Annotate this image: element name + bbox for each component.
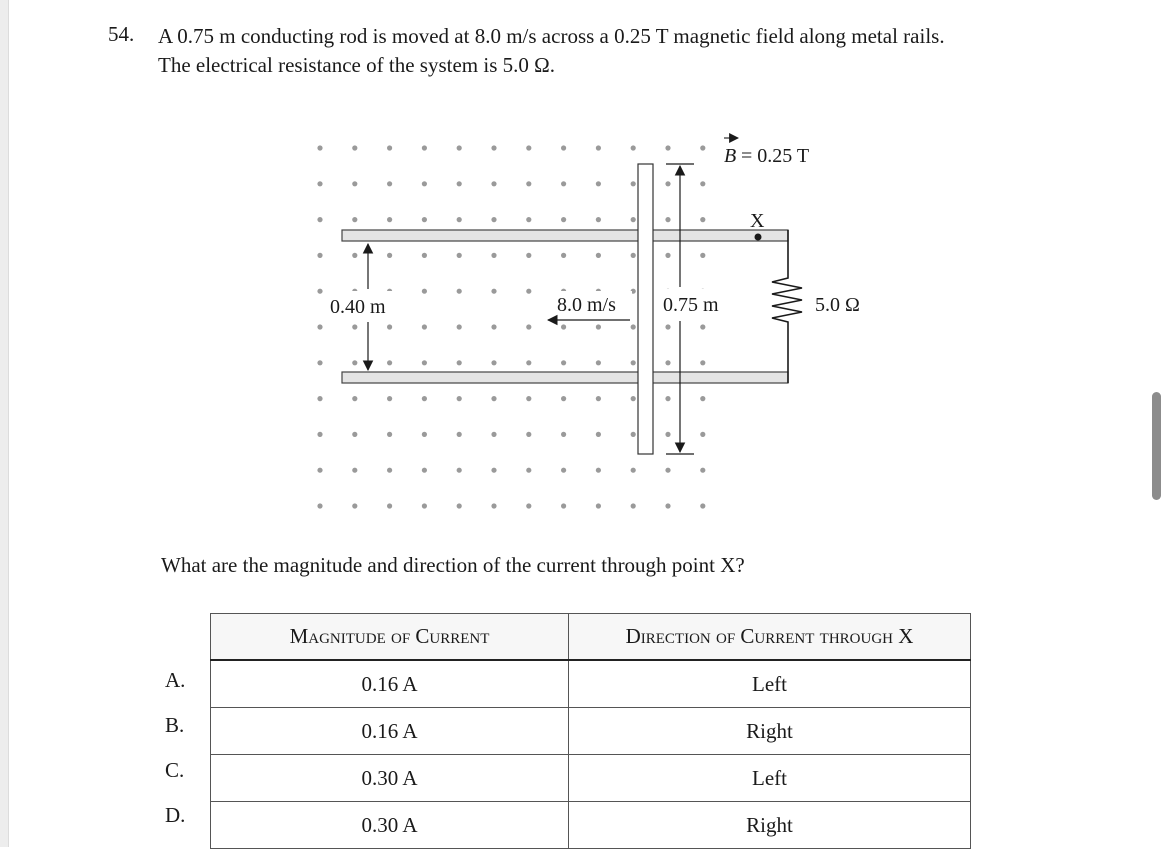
- field-dot: [561, 253, 566, 258]
- option-letter-d[interactable]: D.: [165, 803, 186, 827]
- field-dot: [457, 324, 462, 329]
- field-dot: [631, 468, 636, 473]
- field-dot: [491, 217, 496, 222]
- field-dot: [631, 181, 636, 186]
- field-dot: [491, 396, 496, 401]
- field-dot: [596, 396, 601, 401]
- field-dot: [317, 432, 322, 437]
- field-dot: [457, 181, 462, 186]
- field-dot: [526, 360, 531, 365]
- field-dot: [317, 360, 322, 365]
- field-dot: [457, 503, 462, 508]
- field-dot: [352, 181, 357, 186]
- field-dot: [317, 503, 322, 508]
- field-dot: [457, 217, 462, 222]
- field-dot: [631, 217, 636, 222]
- field-dot: [561, 217, 566, 222]
- field-dot: [665, 468, 670, 473]
- cell-magnitude: 0.16 A: [211, 708, 569, 755]
- field-dot: [317, 181, 322, 186]
- table-row[interactable]: [211, 755, 971, 802]
- field-dot: [457, 360, 462, 365]
- field-dot: [631, 324, 636, 329]
- point-x-label: X: [750, 210, 765, 232]
- field-dot: [700, 432, 705, 437]
- field-dot: [561, 360, 566, 365]
- cell-magnitude: 0.16 A: [211, 660, 569, 708]
- field-dot: [352, 360, 357, 365]
- field-dot: [387, 217, 392, 222]
- field-dot: [491, 181, 496, 186]
- field-dot: [526, 396, 531, 401]
- field-dot: [526, 324, 531, 329]
- field-dot: [317, 253, 322, 258]
- option-letter-b[interactable]: B.: [165, 713, 185, 737]
- field-dot: [561, 432, 566, 437]
- field-dot: [352, 324, 357, 329]
- field-dot: [596, 503, 601, 508]
- field-dot: [422, 181, 427, 186]
- field-dot: [561, 145, 566, 150]
- field-dot: [422, 145, 427, 150]
- field-dot: [422, 217, 427, 222]
- field-dot: [317, 145, 322, 150]
- field-dot: [526, 468, 531, 473]
- cell-magnitude: 0.30 A: [211, 802, 569, 849]
- field-dot: [491, 432, 496, 437]
- field-dot: [352, 253, 357, 258]
- table-row[interactable]: [211, 660, 971, 708]
- field-dot: [422, 253, 427, 258]
- field-dot: [491, 468, 496, 473]
- field-dot: [422, 432, 427, 437]
- point-x-dot: [755, 234, 762, 241]
- field-dot: [631, 145, 636, 150]
- option-letter-c[interactable]: C.: [165, 758, 185, 782]
- rail-spacing-label: 0.40 m: [330, 296, 386, 318]
- cell-direction: Right: [569, 802, 971, 849]
- field-dot: [457, 289, 462, 294]
- field-dot: [422, 396, 427, 401]
- field-dot: [665, 217, 670, 222]
- field-dot: [561, 503, 566, 508]
- field-dot: [457, 253, 462, 258]
- velocity-label: 8.0 m/s: [557, 294, 616, 316]
- field-dot: [317, 468, 322, 473]
- field-dot: [491, 145, 496, 150]
- cell-direction: Left: [569, 755, 971, 802]
- field-dot: [491, 289, 496, 294]
- field-dot: [631, 503, 636, 508]
- field-dot: [700, 396, 705, 401]
- field-dot: [457, 145, 462, 150]
- table-row[interactable]: [211, 708, 971, 755]
- field-dot: [352, 432, 357, 437]
- field-dot: [596, 324, 601, 329]
- question-text-line-1: A 0.75 m conducting rod is moved at 8.0 m/s across a 0.25 T magnetic field along metal rails.: [158, 24, 945, 48]
- field-dot: [700, 324, 705, 329]
- answer-table: [210, 613, 971, 849]
- field-dot: [700, 468, 705, 473]
- field-dot: [561, 324, 566, 329]
- field-dot: [422, 289, 427, 294]
- field-dot: [665, 396, 670, 401]
- field-dot: [665, 324, 670, 329]
- field-dot: [352, 503, 357, 508]
- field-dot: [631, 432, 636, 437]
- field-dot: [700, 181, 705, 186]
- field-dot: [631, 396, 636, 401]
- field-dot: [526, 145, 531, 150]
- field-dot: [526, 253, 531, 258]
- field-dot: [457, 432, 462, 437]
- field-dot: [665, 360, 670, 365]
- field-dot: [561, 468, 566, 473]
- field-dot: [457, 396, 462, 401]
- field-dot: [596, 145, 601, 150]
- table-row[interactable]: [211, 802, 971, 849]
- field-dot: [317, 289, 322, 294]
- field-dot: [526, 181, 531, 186]
- field-dot: [387, 503, 392, 508]
- rod-length-label: 0.75 m: [663, 294, 719, 316]
- field-dot: [700, 145, 705, 150]
- field-strength-label: = 0.25 T: [741, 145, 810, 167]
- field-dot: [665, 181, 670, 186]
- conducting-rod: [638, 164, 653, 454]
- field-dot: [596, 253, 601, 258]
- field-dot: [700, 360, 705, 365]
- field-dot: [491, 253, 496, 258]
- question-prompt: What are the magnitude and direction of the current through point X?: [161, 553, 745, 577]
- table-header-row: [211, 614, 971, 661]
- field-dot: [665, 145, 670, 150]
- field-dot: [387, 181, 392, 186]
- field-dot: [700, 503, 705, 508]
- field-dot: [596, 432, 601, 437]
- field-dot: [387, 253, 392, 258]
- question-number: 54.: [108, 22, 135, 46]
- option-letters: [150, 658, 205, 838]
- field-dot: [596, 468, 601, 473]
- field-dot: [491, 503, 496, 508]
- cell-magnitude: 0.30 A: [211, 755, 569, 802]
- field-dot: [596, 360, 601, 365]
- field-dot: [665, 253, 670, 258]
- field-dot: [526, 217, 531, 222]
- field-dot: [317, 217, 322, 222]
- field-dot: [596, 181, 601, 186]
- bottom-rail: [342, 372, 788, 383]
- field-dot: [352, 145, 357, 150]
- field-dot: [700, 217, 705, 222]
- field-dot: [561, 396, 566, 401]
- field-dot: [422, 360, 427, 365]
- field-dot: [317, 324, 322, 329]
- field-dot: [526, 289, 531, 294]
- field-dot: [352, 396, 357, 401]
- cell-direction: Right: [569, 708, 971, 755]
- field-dot: [665, 503, 670, 508]
- field-dot: [526, 503, 531, 508]
- field-dot: [352, 217, 357, 222]
- field-dot: [387, 324, 392, 329]
- resistance-label: 5.0 Ω: [815, 294, 860, 316]
- field-dot: [422, 503, 427, 508]
- field-dot: [387, 468, 392, 473]
- field-dot: [422, 468, 427, 473]
- field-dot: [352, 468, 357, 473]
- field-dot: [387, 145, 392, 150]
- field-dot: [457, 468, 462, 473]
- question-text-line-2: The electrical resistance of the system is 5.0 Ω.: [158, 53, 555, 77]
- cell-direction: Left: [569, 660, 971, 708]
- field-dot: [387, 432, 392, 437]
- field-dot: [526, 432, 531, 437]
- field-dot: [631, 253, 636, 258]
- field-dot: [700, 253, 705, 258]
- field-dot: [422, 324, 427, 329]
- field-dot: [387, 360, 392, 365]
- header-direction: Direction of Current through X: [569, 614, 971, 661]
- field-dot: [387, 396, 392, 401]
- field-dot: [596, 217, 601, 222]
- field-dot: [631, 360, 636, 365]
- field-dot: [491, 360, 496, 365]
- top-rail: [342, 230, 788, 241]
- field-dot: [491, 324, 496, 329]
- field-dot: [317, 396, 322, 401]
- field-symbol: B: [724, 145, 737, 167]
- resistor-wire: [772, 230, 802, 383]
- field-dot: [561, 181, 566, 186]
- option-letter-a[interactable]: A.: [165, 668, 186, 692]
- field-dot: [665, 432, 670, 437]
- header-magnitude: Magnitude of Current: [211, 614, 569, 661]
